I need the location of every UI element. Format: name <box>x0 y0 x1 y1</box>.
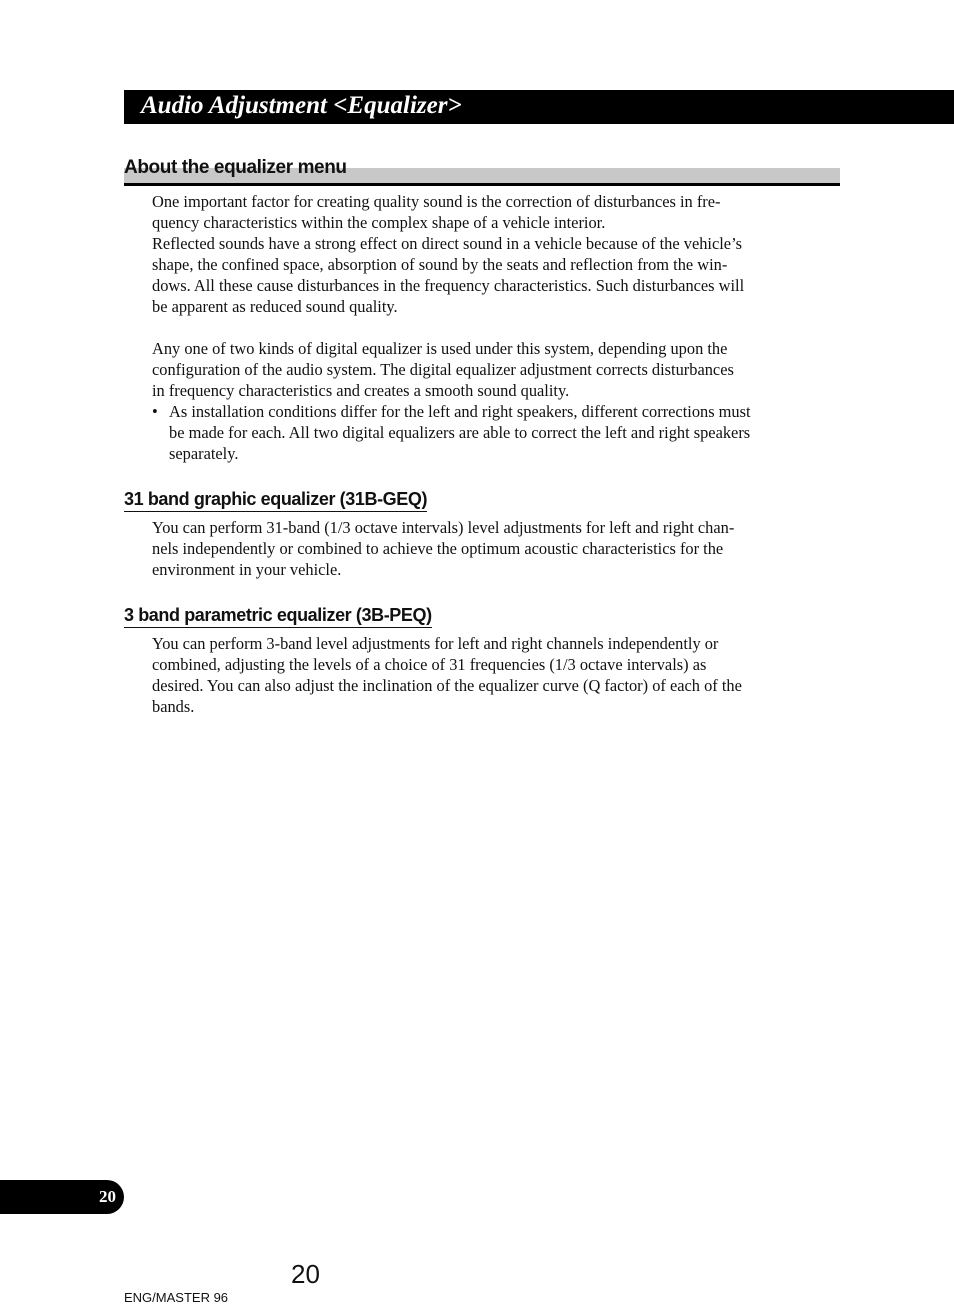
text-line: One important factor for creating quality sound is the correction of disturbances in fre- <box>152 192 721 211</box>
section-heading-about-text: About the equalizer menu <box>124 157 347 178</box>
text-line: You can perform 31-band (1/3 octave intervals) level adjustments for left and right chan- <box>152 518 735 537</box>
text-line: bands. <box>152 697 195 716</box>
text-line: Any one of two kinds of digital equalizer is used under this system, depending upon the <box>152 339 728 358</box>
section-heading-about <box>124 156 840 186</box>
geq-paragraph <box>152 517 734 580</box>
chapter-title: Audio Adjustment <Equalizer> <box>141 92 462 119</box>
heading-rule <box>124 183 840 186</box>
section-heading-geq: 31 band graphic equalizer (31B-GEQ) <box>124 488 427 512</box>
about-paragraph-2 <box>152 338 751 464</box>
text-line: desired. You can also adjust the inclination of the equalizer curve (Q factor) of each of the <box>152 676 742 695</box>
text-line: environment in your vehicle. <box>152 560 342 579</box>
text-line: As installation conditions differ for the left and right speakers, different corrections must <box>169 402 751 421</box>
text-line: be made for each. All two digital equalizers are able to correct the left and right speakers <box>169 423 751 442</box>
about-paragraph-1 <box>152 191 744 317</box>
page-number-tab <box>0 1180 124 1214</box>
text-line: configuration of the audio system. The digital equalizer adjustment corrects disturbances <box>152 360 734 379</box>
bullet-mark: • <box>152 402 158 421</box>
text-line: be apparent as reduced sound quality. <box>152 297 398 316</box>
text-line: quency characteristics within the complex shape of a vehicle interior. <box>152 213 606 232</box>
text-line: shape, the confined space, absorption of sound by the seats and reflection from the win- <box>152 255 728 274</box>
text-line: combined, adjusting the levels of a choice of 31 frequencies (1/3 octave intervals) as <box>152 655 707 674</box>
text-line: dows. All these cause disturbances in the frequency characteristics. Such disturbances will <box>152 276 745 295</box>
peq-paragraph <box>152 633 742 717</box>
chapter-title-bar <box>124 90 954 124</box>
text-line: Reflected sounds have a strong effect on direct sound in a vehicle because of the vehicle’s <box>152 234 742 253</box>
section-heading-peq: 3 band parametric equalizer (3B-PEQ) <box>124 604 432 628</box>
text-line: You can perform 3-band level adjustments for left and right channels independently or <box>152 634 719 653</box>
text-line: nels independently or combined to achieve the optimum acoustic characteristics for the <box>152 539 724 558</box>
page-tab-number: 20 <box>99 1187 116 1206</box>
text-line: separately. <box>169 444 239 463</box>
footer-page-number: 20 <box>291 1259 320 1289</box>
footer-doc-code: ENG/MASTER 96 <box>124 1290 229 1305</box>
text-line: in frequency characteristics and creates a smooth sound quality. <box>152 381 570 400</box>
bullet-item <box>152 401 751 464</box>
